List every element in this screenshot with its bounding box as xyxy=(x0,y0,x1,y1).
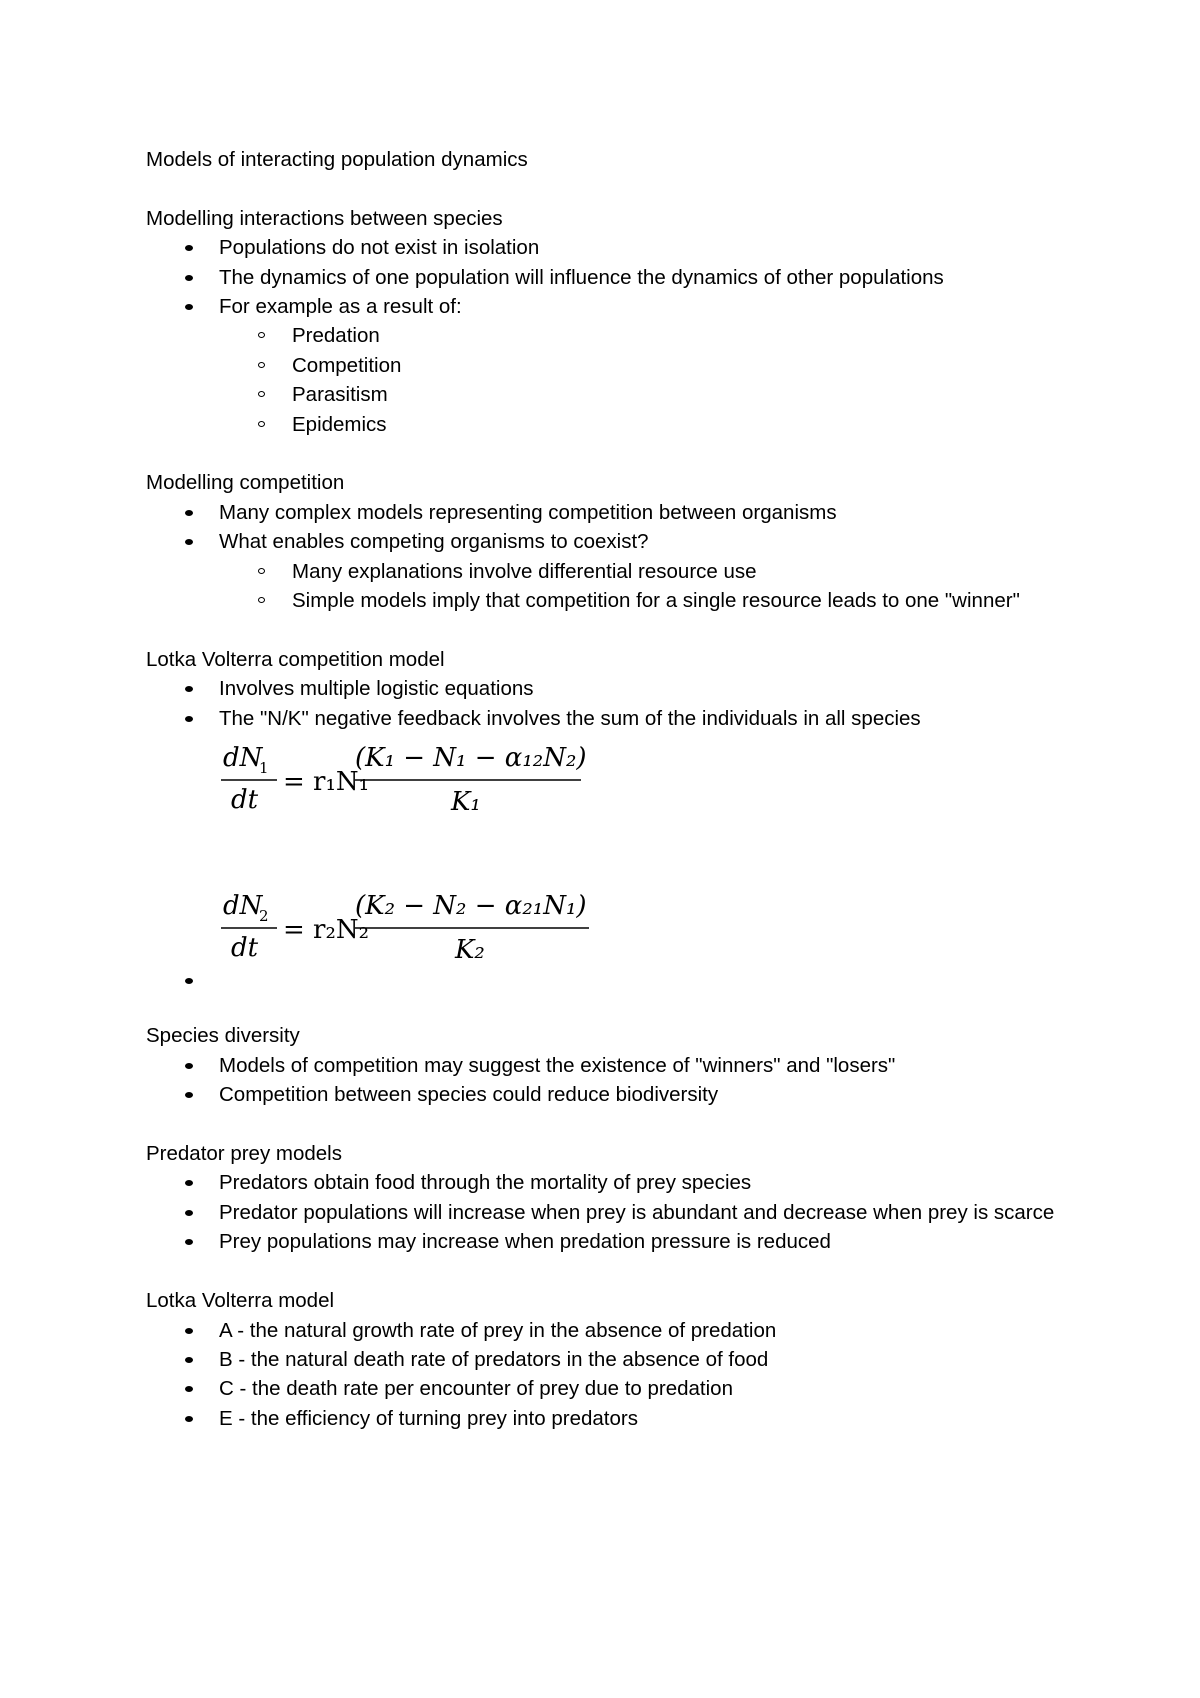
eq2-lhs-subscript: 2 xyxy=(259,907,269,926)
bullet-list xyxy=(146,674,1076,733)
section-heading: Modelling competition xyxy=(146,471,345,495)
eq2-lhs-denominator: dt xyxy=(231,933,259,964)
eq1-denominator: K₁ xyxy=(451,787,481,818)
section-predator-prey xyxy=(146,1139,1076,1257)
list-item: Competition between species could reduce biodiversity xyxy=(146,1080,1076,1109)
list-item: For example as a result of: xyxy=(146,292,1076,321)
section-heading: Lotka Volterra competition model xyxy=(146,647,445,671)
list-item: Prey populations may increase when predation pressure is reduced xyxy=(146,1227,1076,1256)
list-item: Many complex models representing competition between organisms xyxy=(146,498,1076,527)
empty-list-item xyxy=(146,972,1076,992)
eq2-rhs-factor: = r₂N₂ xyxy=(283,915,370,946)
section-lv-model xyxy=(146,1286,1076,1433)
section-competition xyxy=(146,468,1076,615)
list-item: C - the death rate per encounter of prey due to predation xyxy=(146,1374,1076,1403)
equation-species-1 xyxy=(219,736,599,824)
bullet-list xyxy=(146,1168,1076,1256)
bullet-list xyxy=(146,1316,1076,1434)
list-item: Populations do not exist in isolation xyxy=(146,233,1076,262)
eq1-lhs-subscript: 1 xyxy=(259,759,269,778)
list-item: Predator populations will increase when prey is abundant and decrease when prey is scarce xyxy=(146,1198,1076,1227)
list-item: What enables competing organisms to coexist? xyxy=(146,527,1076,556)
equation-species-2 xyxy=(219,884,599,972)
section-interactions xyxy=(146,204,1076,439)
list-item: Involves multiple logistic equations xyxy=(146,674,1076,703)
eq1-numerator: (K₁ − N₁ − α₁₂N₂) xyxy=(355,743,587,774)
bullet-list xyxy=(146,233,1076,439)
sub-list-item: Simple models imply that competition for a single resource leads to one "winner" xyxy=(146,586,1076,615)
eq2-numerator: (K₂ − N₂ − α₂₁N₁) xyxy=(355,891,587,922)
list-item: E - the efficiency of turning prey into predators xyxy=(146,1404,1076,1433)
sub-list-item: Parasitism xyxy=(146,380,1076,409)
bullet-list xyxy=(146,498,1076,616)
list-item: The dynamics of one population will influence the dynamics of other populations xyxy=(146,263,1076,292)
list-item: The "N/K" negative feedback involves the sum of the individuals in all species xyxy=(146,704,1076,733)
sub-list-item: Epidemics xyxy=(146,410,1076,439)
sub-list-item: Many explanations involve differential resource use xyxy=(146,557,1076,586)
list-item: Predators obtain food through the mortality of prey species xyxy=(146,1168,1076,1197)
sub-list-item: Competition xyxy=(146,351,1076,380)
eq1-lhs-numerator: dN xyxy=(223,743,263,774)
document-title: Models of interacting population dynamics xyxy=(146,148,528,171)
section-heading: Lotka Volterra model xyxy=(146,1289,335,1313)
eq1-rhs-factor: = r₁N₁ xyxy=(283,767,370,798)
list-item: A - the natural growth rate of prey in the absence of predation xyxy=(146,1316,1076,1345)
list-item: B - the natural death rate of predators in the absence of food xyxy=(146,1345,1076,1374)
document-body xyxy=(146,145,1076,1433)
section-lv-competition xyxy=(146,645,1076,992)
bullet-list xyxy=(146,1051,1076,1110)
section-heading: Predator prey models xyxy=(146,1142,342,1166)
bullet-list xyxy=(146,972,1076,992)
section-species-diversity xyxy=(146,1021,1076,1109)
eq2-lhs-numerator: dN xyxy=(223,891,263,922)
sub-list-item: Predation xyxy=(146,321,1076,350)
section-heading: Modelling interactions between species xyxy=(146,206,503,230)
eq2-denominator: K₂ xyxy=(455,935,485,966)
eq1-lhs-denominator: dt xyxy=(231,785,259,816)
section-heading: Species diversity xyxy=(146,1024,300,1048)
list-item: Models of competition may suggest the existence of "winners" and "losers" xyxy=(146,1051,1076,1080)
